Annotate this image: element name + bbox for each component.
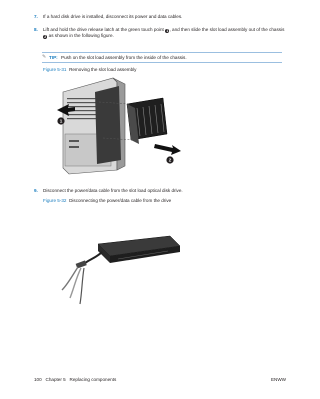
tip-box <box>42 52 282 63</box>
tip-label: TIP: <box>49 55 58 60</box>
figure-callout-1: 1 <box>59 118 63 124</box>
callout-2-icon: 2 <box>44 35 47 39</box>
callout-1-icon: 1 <box>166 28 169 33</box>
slot-load-assembly-illustration <box>55 74 195 176</box>
figure-caption-text: Disconnecting the power/data cable from the drive <box>69 198 172 203</box>
footer-brand: ENWW <box>270 377 286 382</box>
step-text-part: , and then slide the slot load assembly out of the chassis <box>169 27 285 32</box>
step-text-part: as shown in the following figure. <box>47 33 114 39</box>
step-text: Disconnect the power/data cable from the slot load optical disk drive. <box>43 188 183 193</box>
figure-caption <box>43 67 136 72</box>
step-text <box>43 27 287 40</box>
figure-caption-text: Removing the slot load assembly <box>69 67 137 72</box>
figure-callout-2: 2 <box>168 157 172 163</box>
page-number: 100 <box>34 377 42 382</box>
step-text-part: Lift and hold the drive release latch at the green touch point <box>43 27 164 32</box>
lightbulb-icon: ✎ <box>42 54 47 61</box>
figure-label: Figure 5-32 <box>43 198 67 203</box>
step-number: 8. <box>34 27 38 32</box>
footer-chapter: Chapter 5 <box>45 377 66 382</box>
step-text: If a hard disk drive is installed, disconnect its power and data cables. <box>43 14 183 19</box>
step-number: 7. <box>34 14 38 19</box>
tip-text: Push on the slot load assembly from the inside of the chassis. <box>61 55 187 60</box>
step-number: 9. <box>34 188 38 193</box>
figure-caption <box>43 198 171 203</box>
page-footer-left <box>34 377 116 382</box>
footer-chapter-title: Replacing components <box>69 377 117 382</box>
figure-label: Figure 5-31 <box>43 67 67 72</box>
optical-drive-cable-illustration <box>58 232 183 308</box>
